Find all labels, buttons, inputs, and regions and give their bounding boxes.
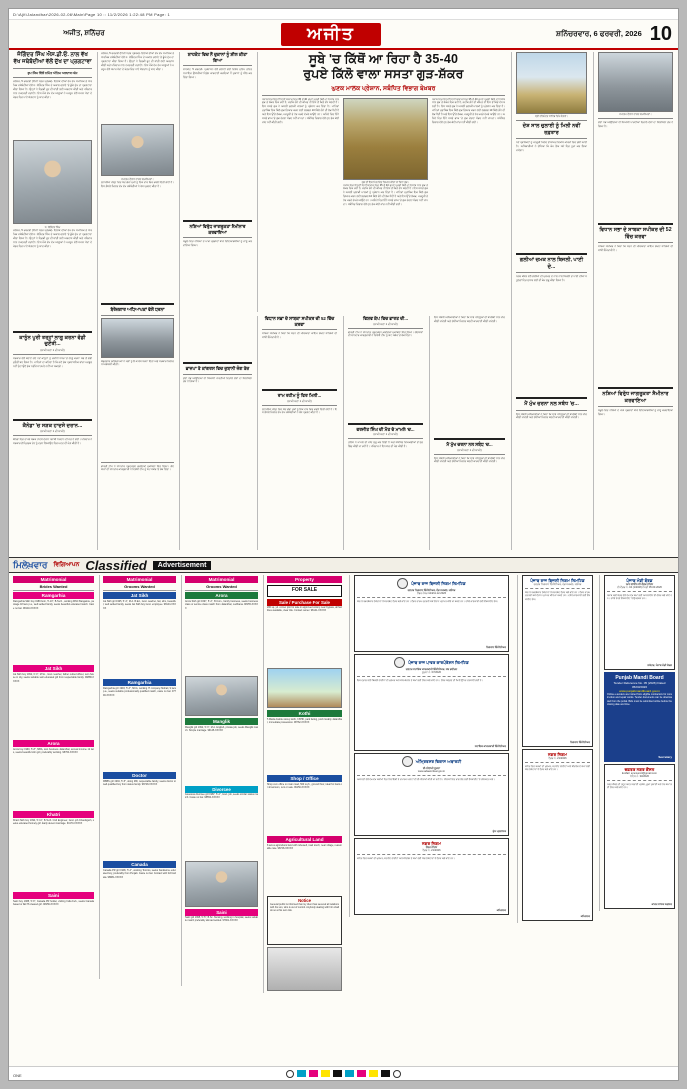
govt-ad-3-ref: ਟੈਂਡਰ ਨੰ. 21/2026: [422, 849, 441, 852]
notice-text: General public is informed that my client has severed all relations with his son, who is out of control. Anybody dealing with him shall do so at his own risk.: [270, 902, 339, 913]
headline-top-left: ਜੋਗਿੰਦਰ ਸਿੰਘ ਐਸ.ਡੀ.ਓ. ਨਾਲ ਵੱਖ ਵੱਖ ਜਥੇਬੰਦੀਆਂ ਵੱਲੋਂ ਦੁੱਖ ਦਾ ਪ੍ਰਗਟਾਵਾ: [13, 52, 92, 65]
govt-ad-0-body: ਯੋਗ ਤੇ ਤਜਰਬੇਕਾਰ ਠੇਕੇਦਾਰਾਂ ਤੋਂ ਮੋਹਰਬੰਦ ਟੈਂਡਰ ਮੰਗੇ ਜਾਂਦੇ ਹਨ। ਟੈਂਡਰ ਫਾਰਮ ਦਫ਼ਤਰੀ ਸਮੇਂ ਦੌਰਾਨ ਪ੍ਰਾਪਤ ਕੀਤੇ ਜਾ ਸਕਦੇ ਹਨ। ਵਧੇਰੇ ਜਾਣਕਾਰੀ ਲਈ ਵੈੱਬਸਾਈਟ ਵੇਖੋ।: [357, 600, 499, 603]
for-sale-sign[interactable]: FOR SALE: [267, 585, 342, 597]
headline-story-8: ਭਾਜਪਾ ਤੇ ਕਾਂਗਰਸ ਵਿਚ ਜ਼ੁਬਾਨੀ ਜੰਗ ਤੇਜ਼: [185, 366, 250, 371]
govt-ad-4-footer: ਨਿਗਰਾਨ ਇੰਜੀਨੀਅਰ: [570, 741, 590, 744]
lead-headline-line1: ਸੂਬੇ 'ਚ ਕਿੱਥੋਂ ਆ ਰਿਹਾ ਹੈ 35-40: [308, 52, 459, 66]
classified-adhead-2-3[interactable]: Saini: [185, 909, 258, 916]
classified-adhead-1-3[interactable]: Canada: [103, 861, 176, 868]
photo-temple: [516, 52, 587, 114]
contd-story-1: (ਬਾਕੀ ਸਫ਼ਾ 1 ਦੀ ਬਾਕੀ): [40, 429, 65, 434]
mandi-ad-pb: [604, 575, 675, 670]
classified-adtext-3-3: 8 acres agricultural land with tubewell, road touch, near village, reasonable rate. 98728-XXXXX: [267, 843, 342, 850]
lead-body-col-a: ਪੰਜਾਬ ਵਿਚ ਇਨ੍ਹੀਂ ਦਿਨੀਂ ਬਾਜ਼ਾਰ ਵਿਚ 35 ਤੋਂ 40 ਰੁਪਏ ਪ੍ਰਤੀ ਕਿੱਲੋ ਦੇ ਹਿਸਾਬ ਨਾਲ ਗੁੜ ਤੇ ਸ਼ੱਕਰ ਵਿਕ ਰਹੀ ਹੈ, ਜਦਕਿ ਗੰਨੇ ਦੀ ਕੀਮਤ ਹੀ ਇਸ ਤੋਂ ਕਿਤੇ ਵੱਧ ਬਣਦੀ ਹੈ। ਇਸ ਸਸਤੇ ਗੁੜ ਨੇ ਅਸਲੀ ਘੁਲਾੜੀ ਮਾਲਕਾਂ ਨੂੰ ਪ੍ਰੇਸ਼ਾਨ ਕਰ ਦਿੱਤਾ ਹੈ। ਮਾਹਿਰਾਂ ਮੁਤਾਬਿਕ ਇਕ ਕਿੱਲੋ ਗੁੜ ਤਿਆਰ ਕਰਨ ਲਈ ਲਗਭਗ 10 ਕਿੱਲੋ ਗੰਨੇ ਦੀ ਲੋੜ ਪੈਂਦੀ ਹੈ ਅਤੇ ਇਸ ਉੱਤੇ ਲੱਕੜ, ਮਜ਼ਦੂਰੀ ਤੇ ਹੋਰ ਖਰਚੇ ਵੱਖਰੇ ਆਉਂਦੇ ਹਨ। ਅਜਿਹੇ ਵਿਚ ਇੰਨੇ ਸਸਤੇ ਭਾਅ 'ਤੇ ਗੁੜ ਵੇਚਣਾ ਸੰਭਵ ਨਹੀਂ ਜਾਪਦਾ। ਸਬੰਧਿਤ ਵਿਭਾਗ ਵੱਲੋਂ ਹੁਣ ਤੱਕ ਕੋਈ ਜਾਂਚ ਨਹੀਂ ਕੀਤੀ ਗਈ।: [262, 97, 340, 124]
classified-adhead-3-1[interactable]: Kothi: [267, 710, 342, 717]
body-top-left: ਜਲੰਧਰ, 5 ਫਰਵਰੀ (ਨਿੱਜੀ ਪੱਤਰ ਪ੍ਰੇਰਕ)- ਇਲਾਕੇ ਦੀਆਂ ਵੱਖ ਵੱਖ ਸਮਾਜਿਕ ਤੇ ਧਾਰਮਿਕ ਜਥੇਬੰਦੀਆਂ ਵੱਲੋਂ ਸ. ਜੋਗਿੰਦਰ ਸਿੰਘ ਦੇ ਅਕਾਲ ਚਲਾਣੇ 'ਤੇ ਡੂੰਘੇ ਦੁੱਖ ਦਾ ਪ੍ਰਗਟਾਵਾ ਕੀਤਾ ਗਿਆ ਹੈ। ਉਨ੍ਹਾਂ ਨੇ ਵਿਛੜੀ ਰੂਹ ਦੀ ਸ਼ਾਂਤੀ ਲਈ ਅਰਦਾਸ ਕੀਤੀ ਅਤੇ ਪਰਿਵਾਰ ਨਾਲ ਹਮਦਰਦੀ ਜਤਾਈ। ਇਸ ਮੌਕੇ ਵੱਖ ਵੱਖ ਆਗੂਆਂ ਨੇ ਮਰਹੂਮ ਵੱਲੋਂ ਸਮਾਜ ਸੇਵਾ ਦੇ ਖੇਤਰ ਵਿਚ ਪਾਏ ਯੋਗਦਾਨ ਨੂੰ ਯਾਦ ਕੀਤਾ।: [13, 79, 92, 99]
govt-ad-0-subtitle: ਦਫ਼ਤਰ ਨਿਗਰਾਨ ਇੰਜੀਨੀਅਰ, ਵੰਡ ਸਰਕਲ, ਜਲੰਧਰ: [407, 589, 456, 592]
govt-ad-4-body: ਯੋਗ ਤੇ ਤਜਰਬੇਕਾਰ ਠੇਕੇਦਾਰਾਂ ਤੋਂ ਮੋਹਰਬੰਦ ਟੈਂਡਰ ਮੰਗੇ ਜਾਂਦੇ ਹਨ। ਟੈਂਡਰ ਫਾਰਮ ਦਫ਼ਤਰੀ ਸਮੇਂ ਦੌਰਾਨ ਪ੍ਰਾਪਤ ਕੀਤੇ ਜਾ ਸਕਦੇ ਹਨ। ਵਧੇਰੇ ਜਾਣਕਾਰੀ ਲਈ ਵੈੱਬਸਾਈਟ ਵੇਖੋ।: [525, 591, 590, 601]
classified-adhead-2-1[interactable]: Manglik: [185, 718, 258, 725]
classified-category-0[interactable]: Matrimonial: [13, 576, 94, 583]
classified-adtext-0-1: Jat Sikh boy 1992, 6'-0", M.Sc., Govt. teacher, father retired officer, own house in city, seeks suitable well educated girl from respectable family. 99888-XXXXX: [13, 673, 94, 683]
classified-adhead-0-3[interactable]: Khatri: [13, 811, 94, 818]
power-logo-icon: [394, 657, 405, 668]
masthead-left-label: ਅਜੀਤ, ਸ਼ਨਿੱਚਰ: [63, 30, 105, 37]
classified-adv-label: Advertisement: [153, 561, 212, 570]
column-1: [13, 52, 95, 550]
body-box-0b: ਸਾਬਕਾ ਸਪੀਕਰ ਨੇ ਕਿਹਾ ਕਿ ਸਦਨ ਦੀ ਮਰਿਆਦਾ ਕਾਇਮ ਰੱਖਣਾ ਸਾਰਿਆਂ ਦੀ ਸਾਂਝੀ ਜ਼ਿੰਮੇਵਾਰੀ ਹੈ।: [598, 245, 673, 252]
body-story-2: ਸੁਨਾਰੀਆ ਜੇਲ੍ਹ ਵਿਚ ਬੰਦ ਡੇਰਾ ਮੁਖੀ ਨੂੰ ਇਕ ਵਾਰ ਫਿਰ ਫਰਲੋ ਦਿੱਤੀ ਗਈ ਹੈ। ਇਸ ਫ਼ੈਸਲੇ ਖ਼ਿਲਾਫ਼ ਵੱਖ ਵੱਖ ਜਥੇਬੰਦੀਆਂ ਨੇ ਰੋਸ ਪ੍ਰਗਟ ਕੀਤਾ ਹੈ।: [262, 407, 337, 415]
classified-banner: [9, 557, 679, 573]
masthead-right: [503, 24, 678, 44]
govt-ads-far-right: [599, 575, 679, 911]
classified-adtext-1-2: MBBS girl 1994, 5'-5", doing MD, respectable family, seeks doctor or well qualified boy from status family. 98728-XXXXX: [103, 780, 176, 787]
govt-ad-5: [522, 749, 593, 921]
mandi-ad-en-subtitle: Tender Reference No. 05 (2026) Dated 05/03/2026: [613, 681, 666, 689]
notice-title: Notice: [298, 897, 311, 903]
govt-ad-5-footer: ਕਮਿਸ਼ਨਰ: [580, 915, 590, 918]
govt-ad-0: [354, 575, 509, 652]
body-box-0: ਸਾਬਕਾ ਸਪੀਕਰ ਨੇ ਕਿਹਾ ਕਿ ਸਦਨ ਦੀ ਮਰਿਆਦਾ ਕਾਇਮ ਰੱਖਣਾ ਸਾਰਿਆਂ ਦੀ ਸਾਂਝੀ ਜ਼ਿੰਮੇਵਾਰੀ ਹੈ।: [262, 332, 337, 339]
classified-sub-0: Brides Wanted: [13, 584, 94, 591]
headline-story-5: ਮੈਂ ਮੁੱਖ ਚਰਨਾ ਨਲ ਸਬੰਧ 'ਚ...: [446, 442, 493, 447]
headline-story-4: ਵਰਜੀਤ ਸਿੰਘ ਦੀ ਮੌਤ ਦੇ ਮਾਮਲੇ 'ਚ...: [356, 426, 415, 432]
classified-adtext-0-2: Arora boy 1990, 5'-8", MBA, own business Jalandhar, annual income 12 lacs, seeks beautiful slim girl, preferably working. 98760-XXXXX: [13, 748, 94, 755]
publication-date: ਸ਼ਨਿੱਚਰਵਾਰ, 6 ਫਰਵਰੀ, 2026: [556, 29, 642, 38]
mandi-ad-pb-footer: ਸਕੱਤਰ, ਪੰਜਾਬ ਮੰਡੀ ਬੋਰਡ: [647, 664, 672, 667]
lead-story: [257, 52, 509, 312]
registration-mark-right: [393, 1070, 401, 1078]
color-swatch-cyan-2: [345, 1070, 354, 1077]
emblem-icon: [397, 578, 408, 589]
classified-mid-label: ਵਿਗਿਆਪਨ: [53, 561, 80, 568]
lead-headline-line2: ਰੁਪਏ ਕਿੱਲੋ ਵਾਲਾ ਸਸਤਾ ਗੁੜ-ਸ਼ੱਕਰ: [303, 67, 464, 82]
body-col3: ਸ਼ਾਹਕੋਟ, 5 ਫਰਵਰੀ- ਪ੍ਰਸ਼ਾਸਨ ਵੱਲੋਂ ਚਲਾਈ ਗਈ ਵਿਸ਼ੇਸ਼ ਮੁਹਿੰਮ ਤਹਿਤ ਨਾਜਾਇਜ਼ ਉਸਾਰੀਆਂ ਵਿਰੁੱਧ ਕਾਰਵਾਈ ਕਰਦਿਆਂ ਨੌਂ ਦੁਕਾਨਾਂ ਨੂੰ ਸੀਲ ਕਰ ਦਿੱਤਾ ਗਿਆ।: [183, 68, 252, 79]
classified-adtext-2-2: Issueless divorcee girl 1987, 5'-4", Govt. job, seeks similar status match. Caste no bar. 98550-XXXXX: [185, 793, 258, 800]
body-col2-b: ਸੁਨਾਰੀਆ ਜੇਲ੍ਹ ਵਿਚ ਬੰਦ ਡੇਰਾ ਮੁਖੀ ਨੂੰ ਇਕ ਵਾਰ ਫਿਰ ਫਰਲੋ ਦਿੱਤੀ ਗਈ ਹੈ। ਇਸ ਫ਼ੈਸਲੇ ਖ਼ਿਲਾਫ਼ ਵੱਖ ਵੱਖ ਜਥੇਬੰਦੀਆਂ ਨੇ ਰੋਸ ਪ੍ਰਗਟ ਕੀਤਾ ਹੈ।: [101, 181, 174, 188]
body-story-0: ਸਰਕਾਰ ਵੱਲੋਂ ਬਣਾਏ ਗਏ ਨਵੇਂ ਕਾਨੂੰਨਾਂ ਨੂੰ ਜ਼ਮੀਨੀ ਪੱਧਰ 'ਤੇ ਲਾਗੂ ਕਰਨਾ ਸਭ ਤੋਂ ਵੱਡੀ ਚੁਣੌਤੀ ਬਣ ਗਿਆ ਹੈ। ਮਾਹਿਰਾਂ ਦਾ ਕਹਿਣਾ ਹੈ ਕਿ ਜਦੋਂ ਤੱਕ ਪ੍ਰਸ਼ਾਸਨਿਕ ਢਾਂਚਾ ਮਜ਼ਬੂਤ ਨਹੀਂ ਹੁੰਦਾ ਉਦੋਂ ਤੱਕ ਨਤੀਜੇ ਸਾਹਮਣੇ ਨਹੀਂ ਆ ਸਕਣਗੇ।: [13, 356, 92, 368]
body-box-2: ਸਕੂਲ ਵਿਚ ਨਸ਼ਿਆਂ ਦੇ ਮਾੜੇ ਪ੍ਰਭਾਵਾਂ ਬਾਰੇ ਵਿਦਿਆਰਥੀਆਂ ਨੂੰ ਜਾਣੂ ਕਰਵਾਇਆ ਗਿਆ।: [183, 240, 252, 247]
contd-story-0: (ਬਾਕੀ ਸਫ਼ਾ 1 ਦੀ ਬਾਕੀ): [40, 347, 65, 352]
classified-column-2: [99, 575, 179, 979]
govt-ad-3-body: ਸ਼ਹਿਰ ਵਿਚ ਸੜਕਾਂ ਦੀ ਮੁਰੰਮਤ, ਸਟਰੀਟ ਲਾਈਟਾਂ ਅਤੇ ਸੀਵਰੇਜ ਦੇ ਕੰਮਾਂ ਲਈ ਯੋਗ ਠੇਕੇਦਾਰਾਂ ਤੋਂ ਟੈਂਡਰ ਮੰਗੇ ਜਾਂਦੇ ਹਨ।: [357, 857, 455, 860]
govt-ad-4-title: ਪੰਜਾਬ ਰਾਜ ਬਿਜਲੀ ਨਿਗਮ ਲਿਮਟਿਡ: [530, 578, 585, 583]
masthead-logo: [159, 23, 503, 46]
body-story-4: ਪੁਲਿਸ ਨੇ ਮਾਮਲੇ ਦੀ ਜਾਂਚ ਸ਼ੁਰੂ ਕਰ ਦਿੱਤੀ ਹੈ ਅਤੇ ਸਬੰਧਿਤ ਵਿਅਕਤੀਆਂ ਤੋਂ ਪੁੱਛਗਿੱਛ ਕੀਤੀ ਜਾ ਰਹੀ ਹੈ। ਪਰਿਵਾਰ ਨੇ ਇਨਸਾਫ਼ ਦੀ ਮੰਗ ਕੀਤੀ ਹੈ।: [348, 441, 423, 448]
color-swatch-black: [333, 1070, 342, 1077]
photo-group-2: [598, 52, 673, 112]
contd-story-4: (ਬਾਕੀ ਸਫ਼ਾ 1 ਦੀ ਬਾਕੀ): [373, 432, 398, 436]
council-ad: [604, 764, 675, 909]
govt-ad-2-subtitle: ਈ-ਨੀਲਾਮੀ ਸੂਚਨਾ: [422, 767, 441, 770]
body-box-2b: ਸਕੂਲ ਵਿਚ ਨਸ਼ਿਆਂ ਦੇ ਮਾੜੇ ਪ੍ਰਭਾਵਾਂ ਬਾਰੇ ਵਿਦਿਆਰਥੀਆਂ ਨੂੰ ਜਾਣੂ ਕਰਵਾਇਆ ਗਿਆ।: [598, 409, 673, 416]
ad-illustration-house: [267, 668, 342, 708]
govt-ad-2-ref[interactable]: www.adaamritsar.gov.in: [417, 770, 446, 773]
classified-sub-2: Grooms Wanted: [185, 584, 258, 591]
ad-illustration-megaphone: [185, 676, 258, 716]
council-ad-body: ਨਗਰ ਕੌਂਸਲ ਦੀ ਹਦੂਦ ਅੰਦਰ ਸਫ਼ਾਈ ਪ੍ਰਬੰਧ, ਕੂੜਾ ਚੁਕਾਈ ਅਤੇ ਹੋਰ ਕੰਮਾਂ ਲਈ ਟੈਂਡਰ ਮੰਗੇ ਜਾਂਦੇ ਹਨ।: [607, 783, 672, 790]
headline-box-0b: ਵਿਧਾਨ ਸਭਾ ਦੇ ਸਾਬਕਾ ਸਪੀਕਰ ਦੀ 52 ਵਿੱਚ ਕਰਵਾ: [599, 227, 672, 240]
govt-ad-3-title: ਨਗਰ ਨਿਗਮ: [422, 841, 441, 846]
ad-illustration-person: [185, 861, 258, 907]
photo-caption-2: ਸਮਾਗਮ ਦੌਰਾਨ ਹਾਜ਼ਰ ਸ਼ਖ਼ਸੀਅਤਾਂ।: [121, 178, 154, 181]
classified-adtext-2-0: Arora Sikh girl 1997, 5'-2", B.Com., family business, seeks business class or service class match from Jalandhar, Ludhiana. 98155-XXXXX: [185, 600, 258, 610]
column-4-lower: [257, 316, 341, 550]
print-slug: D:\Ajit\Jalandhar\2026-02-06\Main\Page 10 :: 11/2/2026 1:22:48 PM Page: 1: [9, 9, 678, 20]
registration-bar: [9, 1066, 678, 1080]
mandi-ad-en: [604, 672, 675, 762]
body-story-7: ਨਵੇਂ ਪ੍ਰਾਜੈਕਟਾਂ ਨੂੰ ਮਨਜ਼ੂਰੀ ਮਿਲਣ ਤੋਂ ਬਾਅਦ ਵਿਕਾਸ ਕਾਰਜਾਂ ਵਿਚ ਤੇਜ਼ੀ ਆਈ ਹੈ। ਅਧਿਕਾਰੀਆਂ ਨੇ ਦੱਸਿਆ ਕਿ ਕੰਮ ਤੈਅ ਸਮੇਂ ਵਿਚ ਪੂਰਾ ਕਰ ਲਿਆ ਜਾਵੇਗਾ।: [516, 141, 587, 152]
mandi-ad-pb-subtitle: ਆਨ ਲਾਈਨ ਈ-ਟੈਂਡਰ ਨੋਟਿਸ: [625, 583, 654, 586]
mandi-ad-pb-title: ਪੰਜਾਬ ਮੰਡੀ ਬੋਰਡ: [626, 578, 653, 583]
ad-illustration-laptop: [267, 947, 342, 991]
classified-adhead-2-2[interactable]: Divorcee: [185, 786, 258, 793]
logo-text: ਅਜੀਤ: [281, 23, 381, 46]
govt-ad-0-ref: ਟੈਂਡਰ ਨੰਬਰ 124/11.12.2026: [416, 592, 447, 595]
body-box-1: ਬੇਰੁਜ਼ਗਾਰ ਅਧਿਆਪਕਾਂ ਨੇ ਮੰਗਾਂ ਨੂੰ ਲੈ ਕੇ ਰੋਸ ਧਰਨਾ ਦਿੱਤਾ ਅਤੇ ਸਰਕਾਰ ਖ਼ਿਲਾਫ਼ ਨਾਅਰੇਬਾਜ਼ੀ ਕੀਤੀ।: [101, 359, 174, 367]
headline-story-0: ਕਾਨੂੰਨ ਪੂਰੀ ਤਰ੍ਹਾਂ ਲਾਗੂ ਕਰਨਾ ਵੱਡੀ ਚੁਣੌਤੀ...: [19, 334, 86, 348]
govt-ads-right: [517, 575, 597, 923]
mandi-ad-en-body: Online e-tenders are invited from eligible contractors for construction and repair works. Tender documents can be downloaded from the portal. Bids must be submitted online before the closing date and time.: [607, 693, 672, 707]
mandi-ad-pb-ref: ਈ-ਟੈਂਡਰ ਨੰ. 04 (1/2026) ਮਿਤੀ 05.03.2026: [617, 586, 662, 589]
contd-story-5: (ਬਾਕੀ ਸਫ਼ਾ 1 ਦੀ ਬਾਕੀ): [457, 447, 482, 452]
column-7: [511, 52, 591, 550]
contd-story-2: (ਬਾਕੀ ਸਫ਼ਾ 1 ਦੀ ਬਾਕੀ): [287, 398, 312, 403]
govt-ad-2-body: ਅਥਾਰਟੀ ਵੱਲੋਂ ਵੱਖ-ਵੱਖ ਸਕੀਮਾਂ ਵਿਚ ਰਿਹਾਇਸ਼ੀ ਤੇ ਵਪਾਰਕ ਪਲਾਟਾਂ ਦੀ ਈ-ਨੀਲਾਮੀ ਕੀਤੀ ਜਾ ਰਹੀ ਹੈ। ਨੀਲਾਮੀ ਵਿਚ ਭਾਗ ਲੈਣ ਲਈ ਵੈੱਬਸਾਈਟ 'ਤੇ ਰਜਿਸਟਰ ਕਰੋ।: [357, 778, 495, 781]
body-story-1: ਕੈਨੇਡਾ ਵਿਚ ਵਾਪਰੇ ਸੜਕ ਹਾਦਸੇ ਦੌਰਾਨ ਪੰਜਾਬੀ ਨੌਜਵਾਨ ਦੀ ਮੌਤ ਹੋ ਗਈ। ਪਰਿਵਾਰ ਨੇ ਸਰਕਾਰ ਤੋਂ ਮ੍ਰਿਤਕ ਦੇਹ ਨੂੰ ਵਤਨ ਲਿਆਉਣ ਵਿਚ ਮਦਦ ਦੀ ਮੰਗ ਕੀਤੀ ਹੈ।: [13, 438, 92, 446]
contd-story-3: (ਬਾਕੀ ਸਫ਼ਾ 1 ਦੀ ਬਾਕੀ): [373, 321, 398, 326]
classified-column-3: [181, 575, 261, 986]
govt-ad-1: [354, 654, 509, 751]
classified-adhead-2-0[interactable]: Arora: [185, 592, 258, 599]
classified-category-1[interactable]: Matrimonial: [103, 576, 176, 583]
classified-banner-3[interactable]: Sale / Purchase For Sale: [267, 599, 342, 606]
classified-adtext-1-0: Jat Sikh girl 1995, 5'-4", M.A. B.Ed., Govt. teacher, fair, slim, beautiful, well settled family, seeks Jat Sikh boy Govt. employee. 98144-XXXXX: [103, 600, 176, 610]
classified-adhead-3-2[interactable]: Shop / Office: [267, 775, 342, 782]
photo-portrait: [13, 140, 92, 224]
body-story-5-cont: ਇਸ ਸਬੰਧੀ ਅਧਿਕਾਰੀਆਂ ਨੇ ਕਿਹਾ ਕਿ ਸਾਰੇ ਪਹਿਲੂਆਂ ਦੀ ਬਾਰੀਕੀ ਨਾਲ ਜਾਂਚ ਕੀਤੀ ਜਾਵੇਗੀ ਅਤੇ ਦੋਸ਼ੀਆਂ ਖ਼ਿਲਾਫ਼ ਬਣਦੀ ਕਾਰਵਾਈ ਕੀਤੀ ਜਾਵੇਗੀ।: [434, 456, 505, 464]
footer-left-note: ONE: [13, 1073, 22, 1078]
govt-ad-3-subtitle: ਟੈਂਡਰ ਨੋਟਿਸ: [425, 846, 438, 849]
byline-top-left: ਭੁਪ ਸਿੰਘ ਢਿੱਲੋਂ ਨਮਿੱਤ ਅੰਤਿਮ ਅਰਦਾਸ ਅੱਜ: [27, 70, 78, 75]
classified-column-4: [263, 575, 345, 993]
classified-adtext-0-3: Khatri Sikh boy 1994, 5'-11", B.Tech. Civil Engineer, Govt. job Chandigarh, seeks educated homely girl. Early decent marriage. 94170-XXXXX: [13, 819, 94, 826]
govt-ad-3: [354, 838, 509, 915]
mandi-ad-pb-body: ਪੰਜਾਬ ਮੰਡੀ ਬੋਰਡ ਵੱਲੋਂ ਵੱਖ ਵੱਖ ਕੰਮਾਂ ਲਈ ਆਨਲਾਈਨ ਈ-ਟੈਂਡਰ ਮੰਗੇ ਜਾਂਦੇ ਹਨ। ਵਧੇਰੇ ਵੇਰਵੇ ਵੈੱਬਸਾਈਟ 'ਤੇ ਉਪਲਬਧ ਹਨ।: [607, 594, 672, 601]
govt-ads-middle: [349, 575, 513, 917]
headline-story-1: ਕੈਨੇਡਾ 'ਚ ਸੜਕ ਹਾਦਸੇ ਦਰਾਨ...: [22, 422, 83, 429]
govt-ad-1-body: ਇਸ ਦਫ਼ਤਰ ਵੱਲੋਂ ਬਿਜਲੀ ਲਾਈਨਾਂ ਦੀ ਮੁਰੰਮਤ ਅਤੇ ਸਾਂਭ-ਸੰਭਾਲ ਦੇ ਕੰਮਾਂ ਲਈ ਟੈਂਡਰ ਮੰਗੇ ਜਾਂਦੇ ਹਨ। ਟੈਂਡਰ ਖੋਲ੍ਹਣ ਦੀ ਮਿਤੀ ਉੱਪਰ ਦਰਸਾਈ ਗਈ ਹੈ।: [357, 679, 483, 682]
govt-ad-5-title: ਨਗਰ ਨਿਗਮ: [548, 752, 567, 757]
classified-adtext-3-0: 200 sq. yd. corner plot for sale in approved colony near bypass, all facilities available, clear title. Contact owner. 98141-XXXXX: [267, 605, 342, 612]
body-top-left-cont: ਜਲੰਧਰ, 5 ਫਰਵਰੀ (ਨਿੱਜੀ ਪੱਤਰ ਪ੍ਰੇਰਕ)- ਇਲਾਕੇ ਦੀਆਂ ਵੱਖ ਵੱਖ ਸਮਾਜਿਕ ਤੇ ਧਾਰਮਿਕ ਜਥੇਬੰਦੀਆਂ ਵੱਲੋਂ ਸ. ਜੋਗਿੰਦਰ ਸਿੰਘ ਦੇ ਅਕਾਲ ਚਲਾਣੇ 'ਤੇ ਡੂੰਘੇ ਦੁੱਖ ਦਾ ਪ੍ਰਗਟਾਵਾ ਕੀਤਾ ਗਿਆ ਹੈ। ਉਨ੍ਹਾਂ ਨੇ ਵਿਛੜੀ ਰੂਹ ਦੀ ਸ਼ਾਂਤੀ ਲਈ ਅਰਦਾਸ ਕੀਤੀ ਅਤੇ ਪਰਿਵਾਰ ਨਾਲ ਹਮਦਰਦੀ ਜਤਾਈ। ਇਸ ਮੌਕੇ ਵੱਖ ਵੱਖ ਆਗੂਆਂ ਨੇ ਮਰਹੂਮ ਵੱਲੋਂ ਸਮਾਜ ਸੇਵਾ ਦੇ ਖੇਤਰ ਵਿਚ ਪਾਏ ਯੋਗਦਾਨ ਨੂੰ ਯਾਦ ਕੀਤਾ।: [13, 228, 92, 248]
classified-adhead-0-2[interactable]: Arora: [13, 740, 94, 747]
govt-ad-4: [522, 575, 593, 747]
classified-column-1: [13, 575, 97, 980]
classified-adhead-1-0[interactable]: Jat Sikh: [103, 592, 176, 599]
lead-subhead: ਘੁਣਕ ਮਾਲਕ ਪ੍ਰੇਸ਼ਾਨ, ਸਬੰਧਿਤ ਵਿਭਾਗ ਬੇਖ਼ਬਰ: [331, 84, 436, 92]
registration-mark-left: [286, 1070, 294, 1078]
photo-caption-3: ਸ੍ਰੀ ਹਰਿਮੰਦਰ ਸਾਹਿਬ ਵਿਖੇ ਸੰਗਤਾਂ।: [534, 115, 569, 118]
headline-story-7: ਦੇਸ਼ ਸਾਲ ਚੁਲਾਈ ਨੂੰ ਮਿਲੀ ਨਵੀਂ ਰਫ਼ਤਾਰ: [522, 123, 581, 136]
column-3: [179, 52, 255, 550]
color-swatch-yellow: [321, 1070, 330, 1077]
classified-sub-1: Grooms Wanted: [103, 584, 176, 591]
lead-photo: [343, 98, 428, 180]
govt-ad-5-ref: ਟੈਂਡਰ ਨੰ. 21/2026: [548, 757, 567, 760]
headline-story-2: ਰਾਮ ਰਹੀਮ ਨੂੰ ਫਿਰ ਮਿਲੀ...: [277, 393, 322, 398]
headline-story-5b: ਮੈਂ ਮੁੱਖ ਚਰਨਾ ਨਲ ਸਬੰਧ 'ਚ...: [524, 401, 579, 407]
classified-adhead-0-4[interactable]: Saini: [13, 892, 94, 899]
body-col6-a: ਇਸ ਸਬੰਧੀ ਅਧਿਕਾਰੀਆਂ ਨੇ ਕਿਹਾ ਕਿ ਸਾਰੇ ਪਹਿਲੂਆਂ ਦੀ ਬਾਰੀਕੀ ਨਾਲ ਜਾਂਚ ਕੀਤੀ ਜਾਵੇਗੀ ਅਤੇ ਦੋਸ਼ੀਆਂ ਖ਼ਿਲਾਫ਼ ਬਣਦੀ ਕਾਰਵਾਈ ਕੀਤੀ ਜਾਵੇਗੀ।: [434, 316, 505, 323]
lead-photo-caption: ਗੁੜ ਦੀ ਇਕ ਮਿਲ ਵਿਚ ਤਿਆਰ ਕੀਤਾ ਜਾ ਰਿਹਾ ਗੁੜ।: [361, 180, 410, 184]
govt-ad-2-footer: ਮੁੱਖ ਪ੍ਰਸ਼ਾਸਕ: [492, 830, 506, 833]
body-story-6: ਨਗਰ ਕੌਂਸਲ ਵੱਲੋਂ ਗਲੀਆਂ ਦੀ ਮੁਰੰਮਤ ਦੇ ਨਾਲ ਨਾਲ ਬਿਜਲੀ ਤੇ ਪਾਣੀ ਦੀਆਂ ਸਹੂਲਤਾਂ ਵਿਚ ਸੁਧਾਰ ਲਈ ਵੀ ਕੰਮ ਸ਼ੁਰੂ ਕੀਤਾ ਗਿਆ ਹੈ।: [516, 275, 587, 282]
color-swatch-cyan: [297, 1070, 306, 1077]
govt-ad-2-title: ਅੰਮ੍ਰਿਤਸਰ ਵਿਕਾਸ ਅਥਾਰਟੀ: [415, 759, 462, 764]
govt-ad-5-body: ਸ਼ਹਿਰ ਵਿਚ ਸੜਕਾਂ ਦੀ ਮੁਰੰਮਤ, ਸਟਰੀਟ ਲਾਈਟਾਂ ਅਤੇ ਸੀਵਰੇਜ ਦੇ ਕੰਮਾਂ ਲਈ ਯੋਗ ਠੇਕੇਦਾਰਾਂ ਤੋਂ ਟੈਂਡਰ ਮੰਗੇ ਜਾਂਦੇ ਹਨ।: [525, 765, 590, 772]
mandi-ad-en-title: Punjab Mandi Board: [615, 675, 664, 681]
notice-ad: [267, 896, 342, 945]
column-2: [97, 52, 177, 550]
authority-logo-icon: [402, 756, 413, 767]
headline-box-1: ਬੇਰੋਜ਼ਗਾਰ ਅਧਿਆਪਕਾਂ ਵੱਲੋਂ ਧਰਨਾ: [110, 307, 165, 312]
classified-adtext-1-1: Ramgarhia girl 1993, 5'-3", MCA, working IT company Mohali, 9 lacs p.a., seeks suitable professionally qualified match, caste no bar. 97790-XXXXX: [103, 687, 176, 697]
photo-group-1: [101, 318, 174, 358]
classified-area: [9, 575, 679, 1065]
classified-category-3[interactable]: Property: [267, 576, 342, 583]
body-col2-c: ਭਾਰਤੀ ਟੀਮ ਨੇ ਸ਼ਾਨਦਾਰ ਪ੍ਰਦਰਸ਼ਨ ਕਰਦਿਆਂ ਮੁਕਾਬਲਾ ਜਿੱਤ ਲਿਆ। ਗੇਂਦਬਾਜ਼ਾਂ ਦੀ ਸ਼ਾਨਦਾਰ ਕਾਰਗੁਜ਼ਾਰੀ ਨੇ ਵਿਰੋਧੀ ਟੀਮ ਨੂੰ ਘੱਟ ਸਕੋਰ 'ਤੇ ਰੋਕ ਦਿੱਤਾ।: [101, 464, 174, 472]
body-story-5b: ਇਸ ਸਬੰਧੀ ਅਧਿਕਾਰੀਆਂ ਨੇ ਕਿਹਾ ਕਿ ਸਾਰੇ ਪਹਿਲੂਆਂ ਦੀ ਬਾਰੀਕੀ ਨਾਲ ਜਾਂਚ ਕੀਤੀ ਜਾਵੇਗੀ ਅਤੇ ਦੋਸ਼ੀਆਂ ਖ਼ਿਲਾਫ਼ ਬਣਦੀ ਕਾਰਵਾਈ ਕੀਤੀ ਜਾਵੇਗੀ।: [516, 412, 587, 420]
photo-caption-1: ਸ. ਜੋਗਿੰਦਰ ਸਿੰਘ: [44, 225, 61, 229]
classified-adtext-3-1: 5 Marla double storey kothi, 3 BHK, park facing, posh locality Jalandhar, immediate possession. 98762-XXXXX: [267, 717, 342, 724]
lead-body-col-c: ਪੰਜਾਬ ਵਿਚ ਇਨ੍ਹੀਂ ਦਿਨੀਂ ਬਾਜ਼ਾਰ ਵਿਚ 35 ਤੋਂ 40 ਰੁਪਏ ਪ੍ਰਤੀ ਕਿੱਲੋ ਦੇ ਹਿਸਾਬ ਨਾਲ ਗੁੜ ਤੇ ਸ਼ੱਕਰ ਵਿਕ ਰਹੀ ਹੈ, ਜਦਕਿ ਗੰਨੇ ਦੀ ਕੀਮਤ ਹੀ ਇਸ ਤੋਂ ਕਿਤੇ ਵੱਧ ਬਣਦੀ ਹੈ। ਇਸ ਸਸਤੇ ਗੁੜ ਨੇ ਅਸਲੀ ਘੁਲਾੜੀ ਮਾਲਕਾਂ ਨੂੰ ਪ੍ਰੇਸ਼ਾਨ ਕਰ ਦਿੱਤਾ ਹੈ। ਮਾਹਿਰਾਂ ਮੁਤਾਬਿਕ ਇਕ ਕਿੱਲੋ ਗੁੜ ਤਿਆਰ ਕਰਨ ਲਈ ਲਗਭਗ 10 ਕਿੱਲੋ ਗੰਨੇ ਦੀ ਲੋੜ ਪੈਂਦੀ ਹੈ ਅਤੇ ਇਸ ਉੱਤੇ ਲੱਕੜ, ਮਜ਼ਦੂਰੀ ਤੇ ਹੋਰ ਖਰਚੇ ਵੱਖਰੇ ਆਉਂਦੇ ਹਨ। ਅਜਿਹੇ ਵਿਚ ਇੰਨੇ ਸਸਤੇ ਭਾਅ 'ਤੇ ਗੁੜ ਵੇਚਣਾ ਸੰਭਵ ਨਹੀਂ ਜਾਪਦਾ। ਸਬੰਧਿਤ ਵਿਭਾਗ ਵੱਲੋਂ ਹੁਣ ਤੱਕ ਕੋਈ ਜਾਂਚ ਨਹੀਂ ਕੀਤੀ ਗਈ।: [431, 97, 505, 124]
classified-adtext-2-1: Manglik girl 1992, 5'-3", M.A. English, private job, seeks Manglik match. Simple marriage. 99145-XXXXX: [185, 726, 258, 733]
body-story-3: ਭਾਰਤੀ ਟੀਮ ਨੇ ਸ਼ਾਨਦਾਰ ਪ੍ਰਦਰਸ਼ਨ ਕਰਦਿਆਂ ਮੁਕਾਬਲਾ ਜਿੱਤ ਲਿਆ। ਗੇਂਦਬਾਜ਼ਾਂ ਦੀ ਸ਼ਾਨਦਾਰ ਕਾਰਗੁਜ਼ਾਰੀ ਨੇ ਵਿਰੋਧੀ ਟੀਮ ਨੂੰ ਘੱਟ ਸਕੋਰ 'ਤੇ ਰੋਕ ਦਿੱਤਾ।: [348, 330, 423, 338]
news-area: [9, 50, 679, 553]
govt-ad-1-title: ਪੰਜਾਬ ਰਾਜ ਪਾਵਰ ਕਾਰਪੋਰੇਸ਼ਨ ਲਿਮਟਿਡ: [408, 660, 469, 665]
headline-story-6: ਗਲੀਆਂ ਚਮਕ ਨਾਲ ਬਿਜਲੀ, ਪਾਣੀ ਦੇ...: [519, 257, 584, 270]
classified-adtext-2-3: Saini girl 1995, 5'-5", B.Sc. Nursing, working in hospital, seeks suitable match preferably abroad settled. 97801-XXXXX: [185, 916, 258, 923]
govt-ad-3-footer: ਕਮਿਸ਼ਨਰ: [496, 909, 506, 912]
govt-ad-4-subtitle: ਦਫ਼ਤਰ ਨਿਗਰਾਨ ਇੰਜੀਨੀਅਰ, ਵੰਡ ਸਰਕਲ, ਜਲੰਧਰ: [533, 583, 582, 586]
column-5-lower: [343, 316, 427, 550]
column-6-lower: [429, 316, 509, 550]
classified-adtext-1-3: Canada PR girl 1996, 5'-4", working Toronto, seeks handsome educated boy, preferably from Punjab. Caste no bar. Contact with full biodata. 98881-XXXXX: [103, 869, 176, 879]
govt-ad-1-footer: ਸਹਾਇਕ ਕਾਰਜਕਾਰੀ ਇੰਜੀਨੀਅਰ: [474, 745, 506, 748]
headline-box-0: ਵਿਧਾਨ ਸਭਾ ਦੇ ਸਾਬਕਾ ਸਪੀਕਰ ਦੀ 52 ਵਿੱਚ ਕਰਵਾ: [264, 316, 335, 327]
photo-portrait-2: [101, 124, 174, 176]
classified-category-2[interactable]: Matrimonial: [185, 576, 258, 583]
govt-ad-1-subtitle: ਦਫ਼ਤਰ ਸਹਾਇਕ ਕਾਰਜਕਾਰੀ ਇੰਜੀਨੀਅਰ, ਸਬ ਡਵੀਜ਼ਨ: [405, 668, 458, 671]
council-ad-ref: ਨੋਟਿਸ ਨੰ. 33/2026: [629, 775, 649, 778]
classified-adhead-0-0[interactable]: Ramgarhia: [13, 592, 94, 599]
newspaper-page: [8, 8, 679, 1081]
govt-ad-1-ref: ਸੂਚਨਾ ਨੰ. 07/2026: [422, 671, 441, 674]
classified-adtext-3-2: Shop cum office on main road, 500 sq.ft., ground floor, ideal for bank or showroom, rent or sale. 99150-XXXXX: [267, 782, 342, 789]
headline-col3: ਸ਼ਾਹਕੋਟ ਵਿਚ ਨੌਂ ਦੁਕਾਨਾਂ ਨੂੰ ਸ਼ੀਲ ਕੀਤਾ ਗਿਆ: [187, 52, 248, 63]
headline-box-2: ਨਸ਼ਿਆਂ ਵਿਰੁੱਧ ਜਾਗਰੂਕਤਾ ਸੈਮੀਨਾਰ ਕਰਵਾਇਆ: [189, 224, 246, 235]
headline-box-2b: ਨਸ਼ਿਆਂ ਵਿਰੁੱਧ ਜਾਗਰੂਕਤਾ ਸੈਮੀਨਾਰ ਕਰਵਾਇਆ: [602, 391, 669, 404]
classified-punjabi-label: ਮਿਲੇਖ਼ਵਾਰ: [13, 559, 48, 570]
body-col2-a: ਜਲੰਧਰ, 5 ਫਰਵਰੀ (ਨਿੱਜੀ ਪੱਤਰ ਪ੍ਰੇਰਕ)- ਇਲਾਕੇ ਦੀਆਂ ਵੱਖ ਵੱਖ ਸਮਾਜਿਕ ਤੇ ਧਾਰਮਿਕ ਜਥੇਬੰਦੀਆਂ ਵੱਲੋਂ ਸ. ਜੋਗਿੰਦਰ ਸਿੰਘ ਦੇ ਅਕਾਲ ਚਲਾਣੇ 'ਤੇ ਡੂੰਘੇ ਦੁੱਖ ਦਾ ਪ੍ਰਗਟਾਵਾ ਕੀਤਾ ਗਿਆ ਹੈ। ਉਨ੍ਹਾਂ ਨੇ ਵਿਛੜੀ ਰੂਹ ਦੀ ਸ਼ਾਂਤੀ ਲਈ ਅਰਦਾਸ ਕੀਤੀ ਅਤੇ ਪਰਿਵਾਰ ਨਾਲ ਹਮਦਰਦੀ ਜਤਾਈ। ਇਸ ਮੌਕੇ ਵੱਖ ਵੱਖ ਆਗੂਆਂ ਨੇ ਮਰਹੂਮ ਵੱਲੋਂ ਸਮਾਜ ਸੇਵਾ ਦੇ ਖੇਤਰ ਵਿਚ ਪਾਏ ਯੋਗਦਾਨ ਨੂੰ ਯਾਦ ਕੀਤਾ।: [101, 52, 174, 71]
page-number: 10: [649, 23, 672, 45]
classified-big-label: Classified: [85, 557, 147, 573]
council-ad-subtitle[interactable]: E-Mail: emcouncil@gmail.com: [622, 772, 657, 775]
classified-adhead-0-1[interactable]: Jat Sikh: [13, 665, 94, 672]
classified-adhead-1-1[interactable]: Ramgarhia: [103, 679, 176, 686]
classified-adtext-0-0: Ramgarhia Sikh boy 1989 born, 5'-10", B.Tech., working MNC Bangalore, package 18 lacs p.a., well settled family, seeks beautiful educated match. Caste no bar. 98140-XXXXX: [13, 600, 94, 610]
classified-adhead-3-3[interactable]: Agricultural Land: [267, 836, 342, 843]
govt-ad-0-title: ਪੰਜਾਬ ਰਾਜ ਬਿਜਲੀ ਨਿਗਮ ਲਿਮਟਿਡ: [411, 581, 466, 586]
color-swatch-yellow-2: [369, 1070, 378, 1077]
body-story-8: ਚੋਣਾਂ ਨੇੜੇ ਆਉਂਦਿਆਂ ਹੀ ਸਿਆਸੀ ਪਾਰਟੀਆਂ ਵਿਚਾਲੇ ਦੋਸ਼ਾਂ ਦਾ ਸਿਲਸਿਲਾ ਤੇਜ਼ ਹੋ ਗਿਆ ਹੈ।: [183, 376, 252, 384]
council-ad-footer: ਕਾਰਜ ਸਾਧਕ ਅਫ਼ਸਰ: [651, 903, 672, 906]
classified-adtext-0-4: Saini boy 1988, 5'-9", Canada PR holder, visiting India Feb., seeks Canada based or IELTS cleared girl. 98156-XXXXX: [13, 900, 94, 907]
govt-ad-0-footer: ਨਿਗਰਾਨ ਇੰਜੀਨੀਅਰ: [486, 646, 506, 649]
mandi-ad-en-footer: Secretary: [658, 755, 672, 759]
headline-story-3: ਵਿਸ਼ਵ ਕੱਪ ਵਿਚ ਭਾਰਤ ਦੀ...: [362, 316, 409, 321]
color-swatch-magenta: [309, 1070, 318, 1077]
body-col8-a: ਚੋਣਾਂ ਨੇੜੇ ਆਉਂਦਿਆਂ ਹੀ ਸਿਆਸੀ ਪਾਰਟੀਆਂ ਵਿਚਾਲੇ ਦੋਸ਼ਾਂ ਦਾ ਸਿਲਸਿਲਾ ਤੇਜ਼ ਹੋ ਗਿਆ ਹੈ।: [598, 121, 673, 128]
council-ad-title: ਦਫ਼ਤਰ ਨਗਰ ਕੌਂਸਲ: [624, 767, 655, 772]
column-8: [593, 52, 677, 550]
color-swatch-black-2: [381, 1070, 390, 1077]
color-swatch-magenta-2: [357, 1070, 366, 1077]
masthead: [9, 20, 678, 50]
photo-caption-4: ਸਮਾਗਮ ਦੌਰਾਨ ਹਾਜ਼ਰ ਸ਼ਖ਼ਸੀਅਤਾਂ।: [619, 113, 652, 116]
lead-body-col-b: ਪੰਜਾਬ ਵਿਚ ਇਨ੍ਹੀਂ ਦਿਨੀਂ ਬਾਜ਼ਾਰ ਵਿਚ 35 ਤੋਂ 40 ਰੁਪਏ ਪ੍ਰਤੀ ਕਿੱਲੋ ਦੇ ਹਿਸਾਬ ਨਾਲ ਗੁੜ ਤੇ ਸ਼ੱਕਰ ਵਿਕ ਰਹੀ ਹੈ, ਜਦਕਿ ਗੰਨੇ ਦੀ ਕੀਮਤ ਹੀ ਇਸ ਤੋਂ ਕਿਤੇ ਵੱਧ ਬਣਦੀ ਹੈ। ਇਸ ਸਸਤੇ ਗੁੜ ਨੇ ਅਸਲੀ ਘੁਲਾੜੀ ਮਾਲਕਾਂ ਨੂੰ ਪ੍ਰੇਸ਼ਾਨ ਕਰ ਦਿੱਤਾ ਹੈ। ਮਾਹਿਰਾਂ ਮੁਤਾਬਿਕ ਇਕ ਕਿੱਲੋ ਗੁੜ ਤਿਆਰ ਕਰਨ ਲਈ ਲਗਭਗ 10 ਕਿੱਲੋ ਗੰਨੇ ਦੀ ਲੋੜ ਪੈਂਦੀ ਹੈ ਅਤੇ ਇਸ ਉੱਤੇ ਲੱਕੜ, ਮਜ਼ਦੂਰੀ ਤੇ ਹੋਰ ਖਰਚੇ ਵੱਖਰੇ ਆਉਂਦੇ ਹਨ। ਅਜਿਹੇ ਵਿਚ ਇੰਨੇ ਸਸਤੇ ਭਾਅ 'ਤੇ ਗੁੜ ਵੇਚਣਾ ਸੰਭਵ ਨਹੀਂ ਜਾਪਦਾ। ਸਬੰਧਿਤ ਵਿਭਾਗ ਵੱਲੋਂ ਹੁਣ ਤੱਕ ਕੋਈ ਜਾਂਚ ਨਹੀਂ ਕੀਤੀ ਗਈ।: [343, 183, 428, 206]
mandi-ad-en-ref[interactable]: www.punjabmandiboard.gov.in: [619, 689, 660, 693]
classified-adhead-1-2[interactable]: Doctor: [103, 772, 176, 779]
govt-ad-2: [354, 753, 509, 836]
